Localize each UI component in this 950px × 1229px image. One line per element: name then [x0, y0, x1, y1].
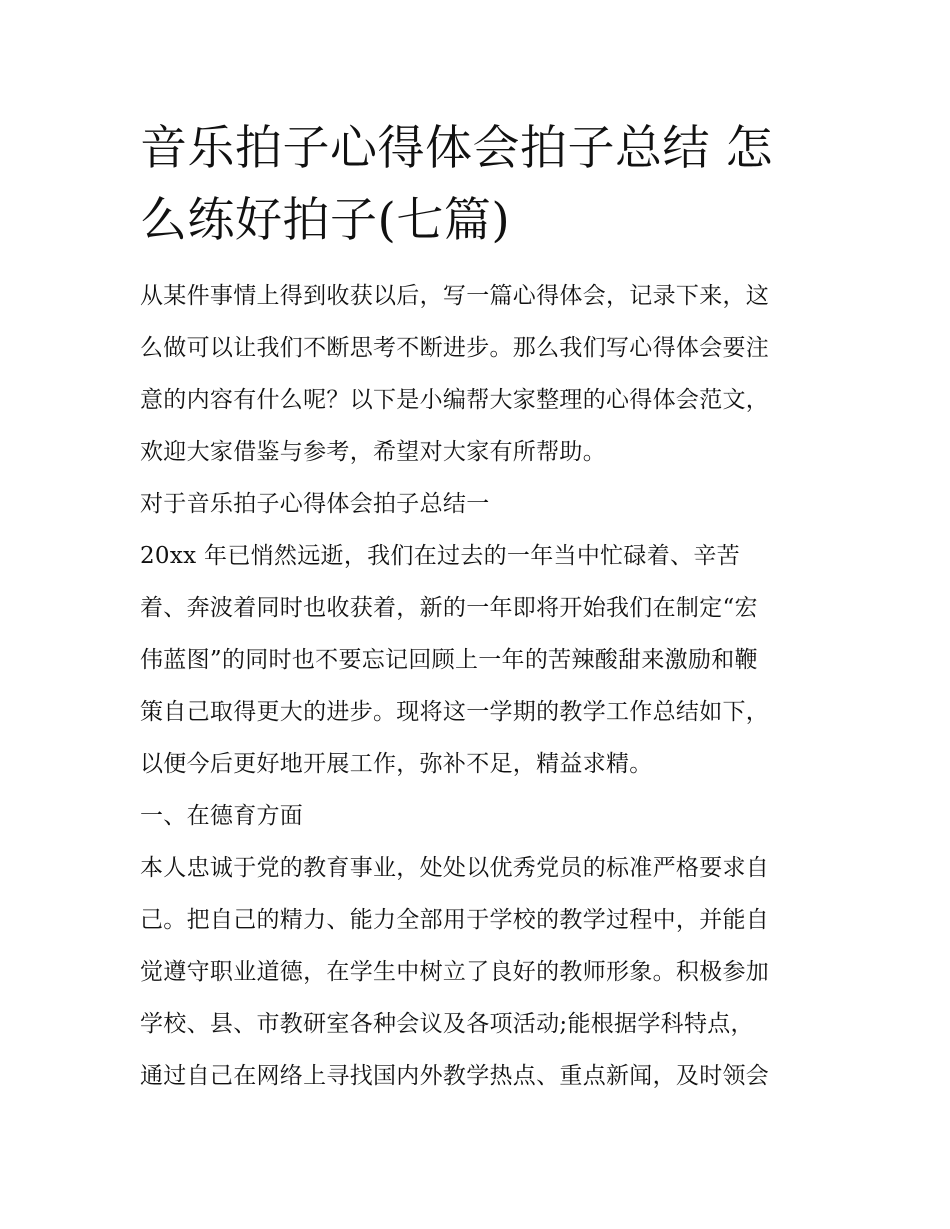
paragraph-line: 觉遵守职业道德，在学生中树立了良好的教师形象。积极参加 [140, 959, 770, 985]
intro-line: 意的内容有什么呢？以下是小编帮大家整理的心得体会范文， [140, 387, 770, 413]
intro-line: 从某件事情上得到收获以后，写一篇心得体会，记录下来，这 [140, 283, 770, 309]
paragraph-line: 己。把自己的精力、能力全部用于学校的教学过程中，并能自 [140, 907, 770, 933]
section-heading: 对于音乐拍子心得体会拍子总结一 [140, 491, 490, 517]
title-line: 音乐拍子心得体会拍子总结 怎 [140, 121, 773, 176]
title-line: 么练好拍子(七篇) [140, 193, 511, 248]
paragraph-line: 伟蓝图”的同时也不要忘记回顾上一年的苦辣酸甜来激励和鞭 [140, 647, 758, 673]
document-title [140, 120, 820, 250]
paragraph-line: 本人忠诚于党的教育事业，处处以优秀党员的标准严格要求自 [140, 855, 770, 881]
paragraph-line: 策自己取得更大的进步。现将这一学期的教学工作总结如下， [140, 699, 770, 725]
paragraph-line: 20xx 年已悄然远逝，我们在过去的一年当中忙碌着、辛苦 [140, 543, 740, 569]
paragraph-line: 学校、县、市教研室各种会议及各项活动;能根据学科特点， [140, 1011, 754, 1037]
paragraph-line: 通过自己在网络上寻找国内外教学热点、重点新闻，及时领会 [140, 1063, 770, 1089]
paragraph-line: 以便今后更好地开展工作，弥补不足，精益求精。 [140, 751, 653, 777]
paragraph-line: 着、奔波着同时也收获着，新的一年即将开始我们在制定“宏 [140, 595, 758, 621]
intro-line: 么做可以让我们不断思考不断进步。那么我们写心得体会要注 [140, 335, 770, 361]
intro-line: 欢迎大家借鉴与参考，希望对大家有所帮助。 [140, 439, 606, 465]
document-body [140, 283, 830, 1115]
subsection-heading: 一、在德育方面 [140, 803, 304, 829]
